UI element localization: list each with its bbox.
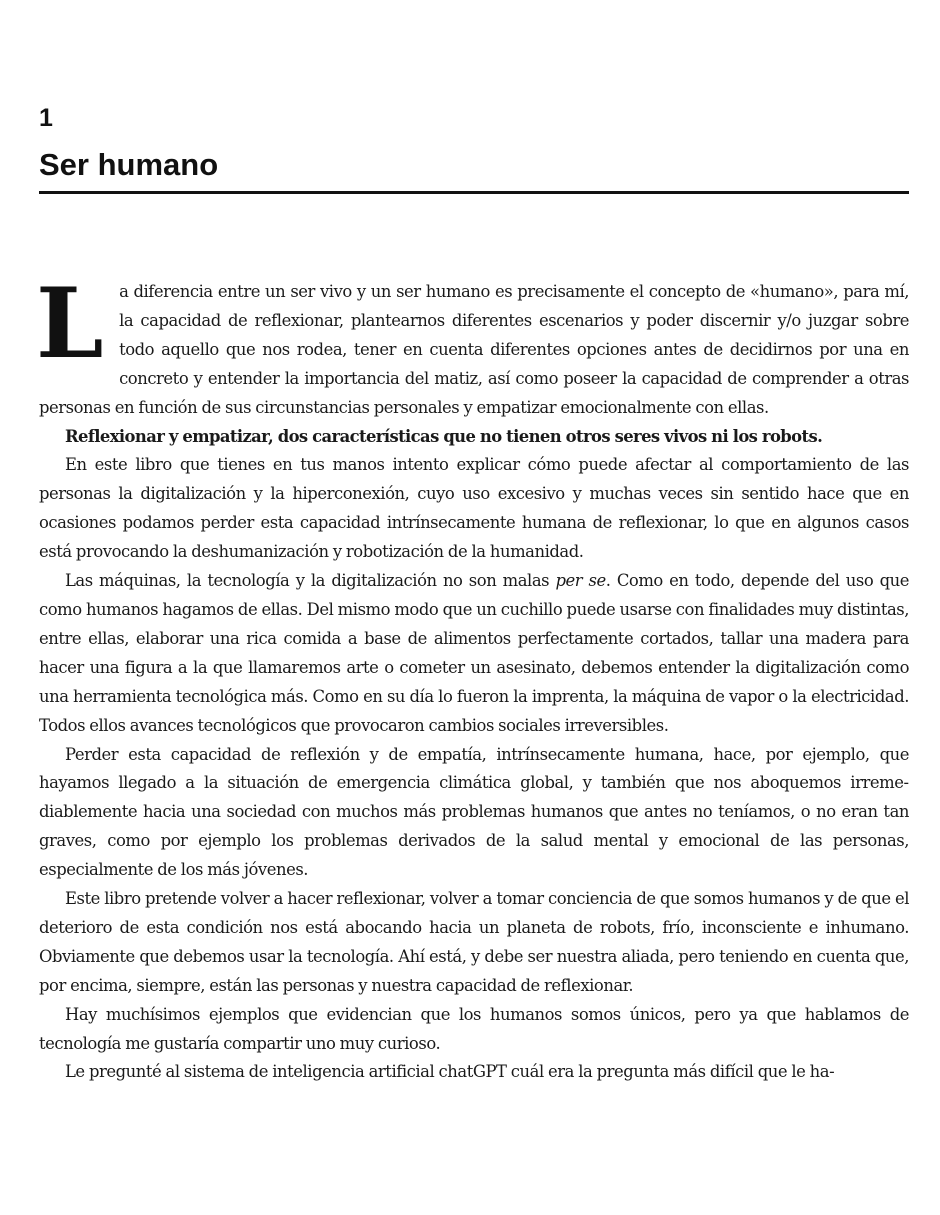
paragraph-4 [39,567,909,740]
drop-cap: L [36,267,104,380]
paragraph-7: Hay muchísimos ejemplos que evidencian que los humanos somos únicos, pero ya que hablamos de tecnología me gustaría compartir uno muy curioso. [39,1004,909,1053]
chapter-body [36,267,909,1087]
paragraph-3: En este libro que tienes en tus manos intento explicar cómo puede afectar al comportamiento de las personas la digitalización y la hiperconexión, cuyo uso excesivo y muchas veces sin sentido hace que en ocasiones podamos perder esta capacidad intrínsecamente humana de reflexionar, lo que en algunos casos está provocando la deshumanización y robotización de la humanidad. [39,455,909,562]
paragraph-1 [36,267,909,423]
paragraph-4-text-a: Las máquinas, la tecnología y la digitalización no son malas [65,571,556,591]
chapter-number: 1 [39,104,53,132]
paragraph-6: Este libro pretende volver a hacer reflexionar, volver a tomar conciencia de que somos humanos y de que el deterioro de esta condición nos está abocando hacia un planeta de robots, frío, inconsciente e inhumano. Obviamente que debemos usar la tecnología. Ahí está, y debe ser nuestra aliada, pero teniendo en cuenta que, por encima, siempre, están las personas y nuestra capacidad de reflexionar. [39,889,909,995]
paragraph-1-text: a diferencia entre un ser vivo y un ser humano es precisamente el concepto de «humano», para mí, la capacidad de reflexionar, plantearnos diferentes escenarios y poder discernir y/o juzgar sobre todo aquello que nos rodea, tener en cuenta diferentes opciones antes de decidirnos por una en concreto y entender la importancia del matiz, así como poseer la capacidad de comprender a otras personas en función de sus circunstancias personales y empatizar emocionalmente con ellas. [39,282,909,417]
title-divider [39,191,909,194]
paragraph-5: Perder esta capacidad de reflexión y de empatía, intrínsecamente humana, hace, por ejemplo, que hayamos llegado a la situación de emergencia climática global, y también que nos aboquemos irremediablemente hacia una sociedad con muchos más problemas humanos que antes no teníamos, o no eran tan graves, como por ejemplo los problemas derivados de la salud mental y emocional de las personas, especialmente de los más jóvenes. [39,744,909,880]
paragraph-4-italic: per se [555,571,606,591]
chapter-title: Ser humano [39,147,219,182]
paragraph-4-text-b: . Como en todo, depende del uso que como humanos hagamos de ellas. Del mismo modo que un cuchillo puede usarse con finalidades muy distintas, entre ellas, elaborar una rica comida a base de alimentos perfectamente cortados, tallar una madera para hacer una figura a la que llamaremos arte o cometer un asesinato, debemos entender la digitalización como una herramienta tecnológica más. Como en su día lo fueron la imprenta, la máquina de vapor o la electricidad. Todos ellos avances tecnológicos que provocaron cambios sociales irreversibles. [39,571,909,735]
paragraph-2-bold: Reflexionar y empatizar, dos características que no tienen otros seres vivos ni los robots. [65,426,823,446]
paragraph-8: Le pregunté al sistema de inteligencia artificial chatGPT cuál era la pregunta más difícil que le ha- [65,1062,835,1082]
